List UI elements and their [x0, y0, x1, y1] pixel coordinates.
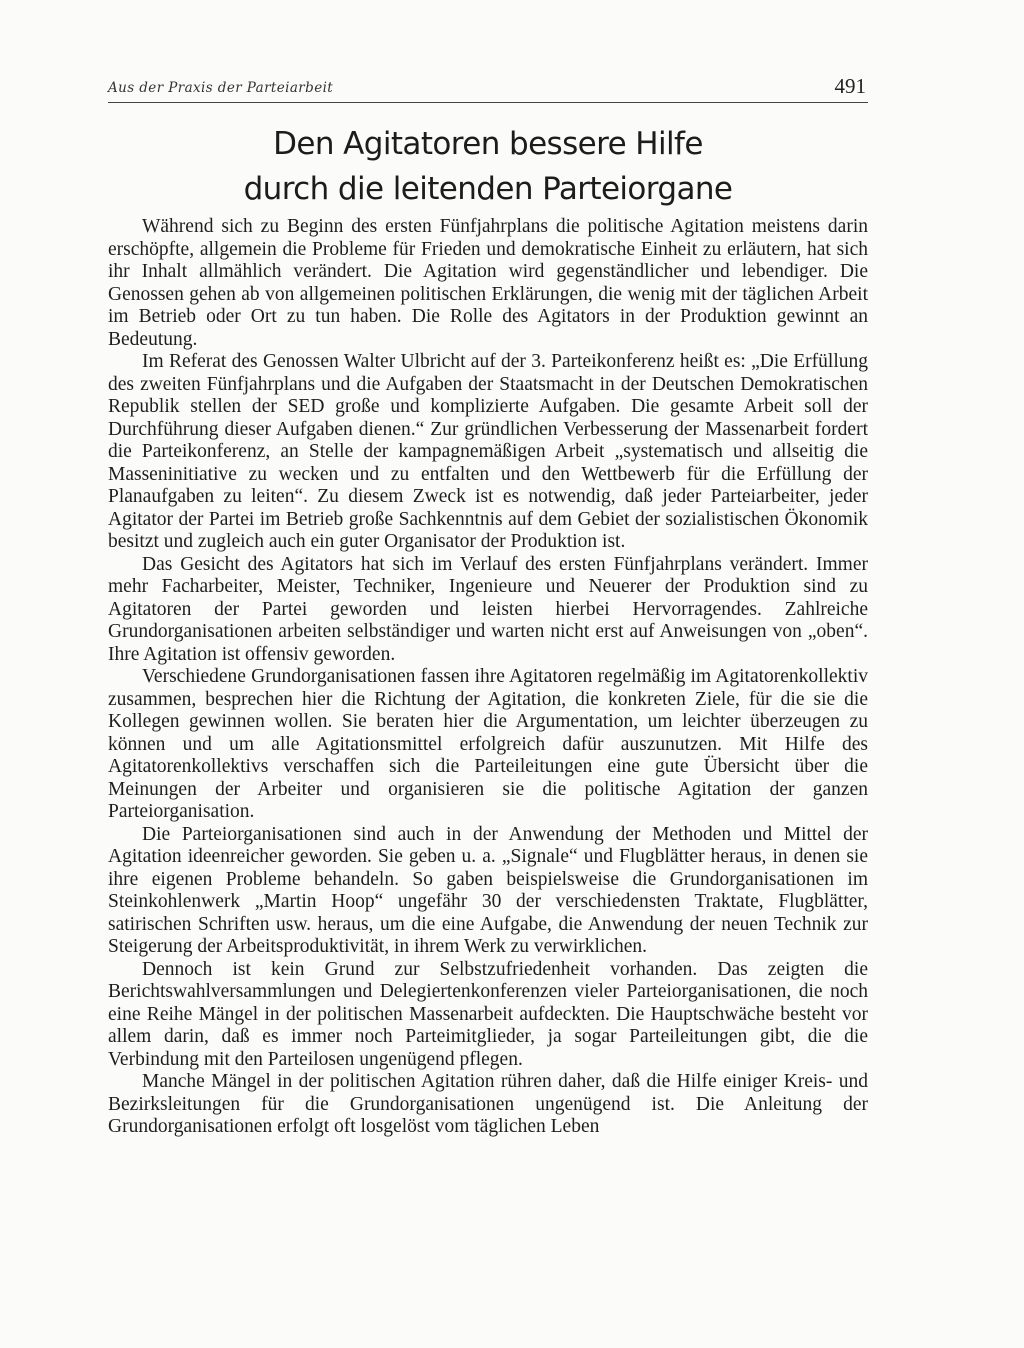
page-number: 491: [834, 74, 866, 98]
running-header: [108, 74, 868, 103]
paragraph: Manche Mängel in der politischen Agitation rühren daher, daß die Hilfe einiger Kreis- und Bezirksleitungen für die Grundorganisationen ungenügend ist. Die Anleitung der Grundorganisationen erfolgt oft losgelöst vom täglichen Leben: [108, 1071, 868, 1137]
paragraph: Dennoch ist kein Grund zur Selbstzufriedenheit vorhanden. Das zeigten die Berichtswahlversammlungen und Delegiertenkonferenzen vieler Parteiorganisationen, die noch eine Reihe Mängel in der politischen Massenarbeit aufdeckten. Die Hauptschwäche besteht vor allem darin, daß es immer noch Parteimitglieder, ja sogar Parteileitungen gibt, die die Verbindung mit den Parteilosen ungenügend pflegen.: [108, 958, 868, 1070]
article-title-line-1: Den Agitatoren bessere Hilfe: [273, 126, 703, 162]
paragraph: Verschiedene Grundorganisationen fassen ihre Agitatoren regelmäßig im Agitatorenkollektiv zusammen, besprechen hier die Richtung der Agitation, die konkreten Ziele, für die sie die Kollegen gewinnen wollen. Sie beraten hier die Argumentation, um leichter überzeugen zu können und um alle Agitationsmittel erfolgreich dafür auszunutzen. Mit Hilfe des Agitatorenkollektivs verschaffen sich die Parteileitungen eine gute Übersicht über die Meinungen der Arbeiter und organisieren sie die politische Agitation der ganzen Parteiorganisation.: [108, 666, 868, 822]
paragraph: Das Gesicht des Agitators hat sich im Verlauf des ersten Fünfjahrplans verändert. Immer mehr Facharbeiter, Meister, Techniker, Ingenieure und Neuerer der Produktion sind zu Agitatoren der Partei geworden und leisten hierbei Hervorragendes. Zahlreiche Grundorganisationen arbeiten selbständiger und warten nicht erst auf Anweisungen von „oben“. Ihre Agitation ist offensiv geworden.: [108, 553, 868, 665]
article-body: [108, 216, 868, 1139]
running-title: Aus der Praxis der Parteiarbeit: [108, 80, 334, 96]
article-title: [108, 122, 868, 212]
paragraph: Die Parteiorganisationen sind auch in der Anwendung der Methoden und Mittel der Agitation ideenreicher geworden. Sie geben u. a. „Signale“ und Flugblätter heraus, in denen sie ihre eigenen Probleme behandeln. So gaben beispielsweise die Grundorganisationen im Steinkohlenwerk „Martin Hoop“ ungefähr 30 der verschiedensten Traktate, Flugblätter, satirischen Schriften usw. heraus, um die eine Aufgabe, die Anwendung der neuen Technik zur Steigerung der Arbeitsproduktivität, in ihrem Werk zu verwirklichen.: [108, 823, 868, 957]
article-title-line-2: durch die leitenden Parteiorgane: [243, 171, 733, 207]
paragraph: Im Referat des Genossen Walter Ulbricht auf der 3. Parteikonferenz heißt es: „Die Erfüllung des zweiten Fünfjahrplans und die Aufgaben der Staatsmacht in der Deutschen Demokratischen Republik stellen der SED große und komplizierte Aufgaben. Die gesamte Arbeit soll der Durchführung dieser Aufgaben dienen.“ Zur gründlichen Verbesserung der Massenarbeit fordert die Parteikonferenz, an Stelle der kampagnemäßigen Arbeit „systematisch und allseitig die Masseninitiative zu wecken und zu entfalten und den Wettbewerb für die Erfüllung der Planaufgaben zu leiten“. Zu diesem Zweck ist es notwendig, daß jeder Parteiarbeiter, jeder Agitator der Partei im Betrieb große Sachkenntnis auf dem Gebiet der sozialistischen Ökonomik besitzt und zugleich auch ein guter Organisator der Produktion ist.: [108, 351, 868, 552]
paragraph: Während sich zu Beginn des ersten Fünfjahrplans die politische Agitation meistens darin erschöpfte, allgemein die Probleme für Frieden und demokratische Einheit zu erläutern, hat sich ihr Inhalt allmählich verändert. Die Agitation wird gegenständlicher und lebendiger. Die Genossen gehen ab von allgemeinen politischen Erklärungen, die wenig mit der täglichen Arbeit im Betrieb oder Ort zu tun haben. Die Rolle des Agitators in der Produktion gewinnt an Bedeutung.: [108, 216, 868, 350]
